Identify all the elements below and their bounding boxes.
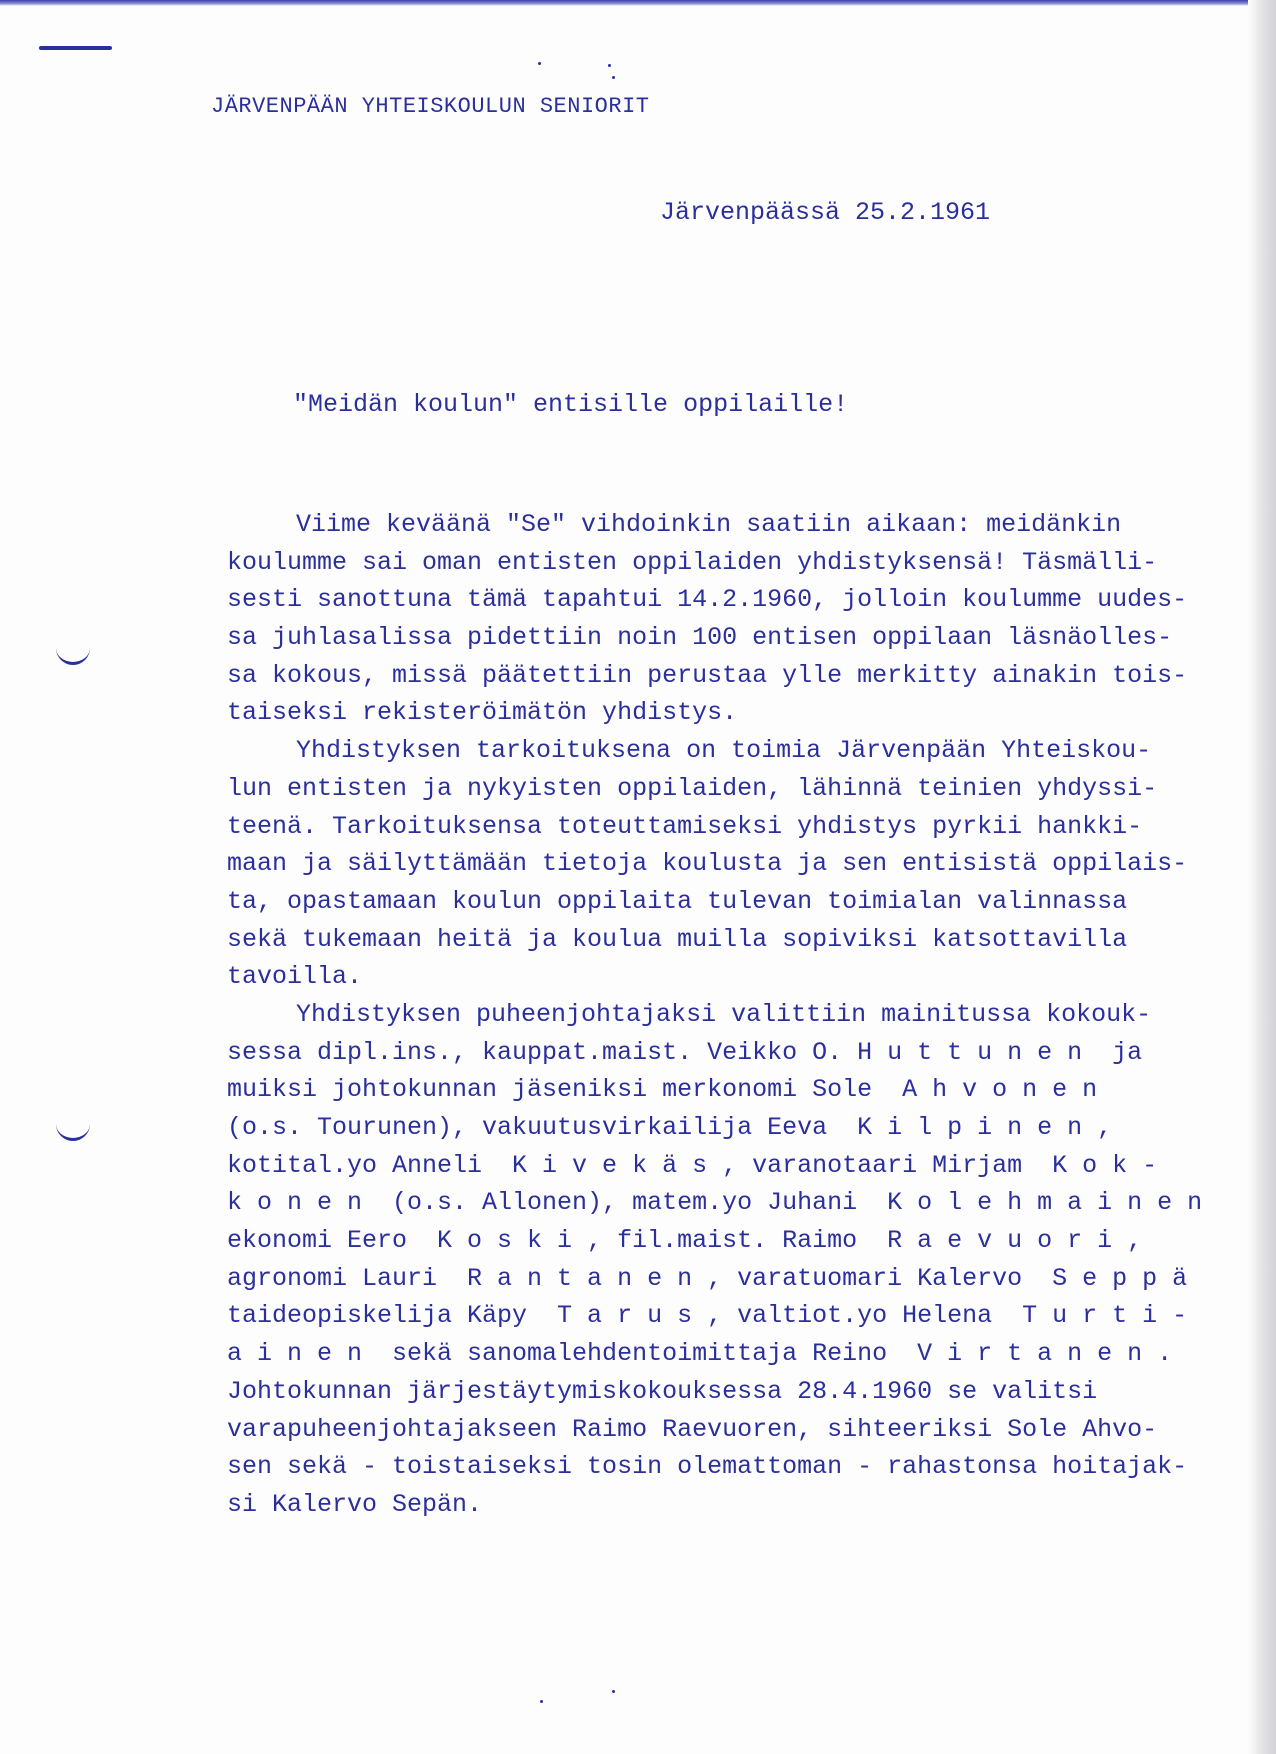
speck (540, 1700, 543, 1703)
body-line: ekonomi Eero K o s k i , fil.maist. Raimo R a e v u o r i , (227, 1226, 1143, 1256)
body-line: varapuheenjohtajakseen Raimo Raevuoren, sihteeriksi Sole Ahvo- (227, 1414, 1158, 1444)
speck (608, 64, 611, 67)
body-line: Yhdistyksen puheenjohtajaksi valittiin mainitussa kokouk- (296, 999, 1152, 1029)
body-line: sa juhlasalissa pidettiin noin 100 entisen oppilaan läsnäolles- (227, 623, 1173, 653)
salutation: "Meidän koulun" entisille oppilaille! (293, 390, 849, 419)
body-line: koulumme sai oman entisten oppilaiden yhdistyksensä! Täsmälli- (227, 547, 1158, 577)
body-line: agronomi Lauri R a n t a n e n , varatuomari Kalervo S e p p ä (227, 1263, 1188, 1293)
letter-body (227, 506, 1257, 1524)
body-line: Viime keväänä "Se" vihdoinkin saatiin aikaan: meidänkin (296, 510, 1122, 539)
body-line: sa kokous, missä päätettiin perustaa ylle merkitty ainakin tois- (227, 660, 1188, 690)
body-line: sesti sanottuna tämä tapahtui 14.2.1960, jolloin koulumme uudes- (227, 585, 1188, 615)
body-line: sessa dipl.ins., kauppat.maist. Veikko O. H u t t u n e n ja (227, 1037, 1143, 1067)
body-line: sekä tukemaan heitä ja koulua muilla sopiviksi katsottavilla (227, 924, 1128, 954)
body-line: (o.s. Tourunen), vakuutusvirkailija Eeva K i l p i n e n , (227, 1113, 1113, 1142)
body-line: sen sekä - toistaiseksi tosin olemattoman - rahastonsa hoitajak- (227, 1452, 1188, 1482)
body-line: taideopiskelija Käpy T a r u s , valtiot.yo Helena T u r t i - (227, 1301, 1188, 1331)
punch-hole-mark (56, 648, 90, 665)
body-line: ta, opastamaan koulun oppilaita tulevan toimialan valinnassa (227, 886, 1128, 916)
paper-top-edge (0, 0, 1276, 6)
speck (538, 62, 541, 65)
body-line: kotital.yo Anneli K i v e k ä s , varanotaari Mirjam K o k - (227, 1150, 1158, 1180)
body-line: teenä. Tarkoituksensa toteuttamiseksi yhdistys pyrkii hankki- (227, 811, 1143, 841)
punch-hole-mark (56, 1124, 90, 1141)
speck (612, 1690, 615, 1693)
body-line: Johtokunnan järjestäytymiskokouksessa 28.4.1960 se valitsi (227, 1376, 1098, 1406)
body-line: k o n e n (o.s. Allonen), matem.yo Juhani K o l e h m a i n e n (227, 1188, 1203, 1218)
body-line: Yhdistyksen tarkoituksena on toimia Järvenpään Yhteiskou- (296, 736, 1152, 766)
body-line: tavoilla. (227, 962, 363, 992)
organization-heading: JÄRVENPÄÄN YHTEISKOULUN SENIORIT (211, 94, 650, 119)
body-line: muiksi johtokunnan jäseniksi merkonomi Sole A h v o n e n (227, 1075, 1098, 1105)
body-line: si Kalervo Sepän. (227, 1489, 483, 1519)
body-line: taiseksi rekisteröimätön yhdistys. (227, 698, 738, 728)
speck (612, 76, 615, 79)
body-line: maan ja säilyttämään tietoja koulusta ja sen entisistä oppilais- (227, 849, 1188, 879)
place-date: Järvenpäässä 25.2.1961 (660, 198, 991, 227)
body-line: lun entisten ja nykyisten oppilaiden, lähinnä teinien yhdyssi- (227, 773, 1158, 803)
margin-dash-mark (39, 46, 112, 50)
body-line: a i n e n sekä sanomalehdentoimittaja Reino V i r t a n e n . (227, 1339, 1173, 1369)
